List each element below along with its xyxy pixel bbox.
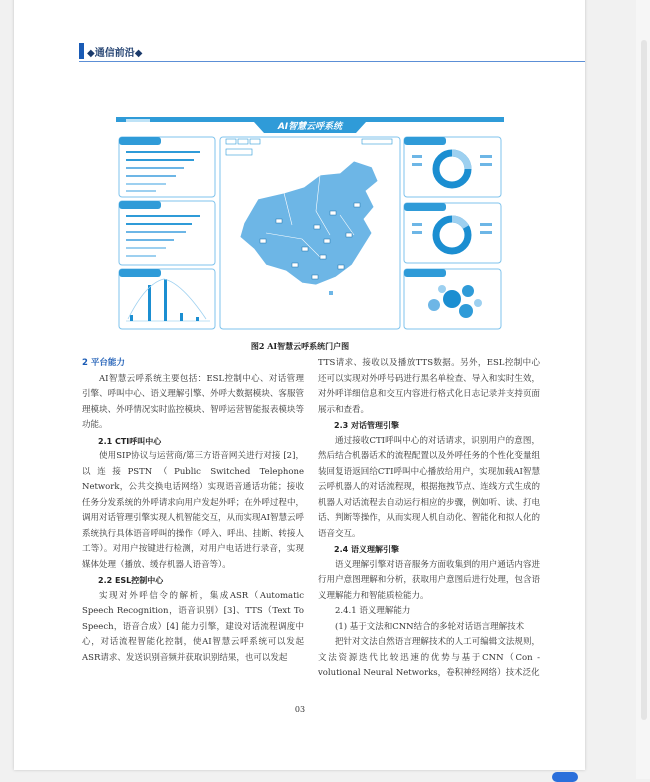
dashboard-figure	[116, 115, 504, 330]
right-panel-2-donut	[404, 203, 501, 263]
paragraph: 通过接收CTI呼叫中心的对话请求，识别用户的意图，然后结合机器话术的流程配置以及外呼任务的个性化变量组装回复语返回给CTI呼叫中心播放给用户，实现加载AI智慧云呼机器人的对话流程现，根据拖拽节点、连线方式生成的机器人对话流程去自动运行相应的步骤，例如听、读、打电话、判断等操作，从而实现人机自动化、智能化和拟人化的语音交互。	[318, 435, 540, 539]
scrollbar-track[interactable]	[636, 0, 650, 779]
left-panel-2	[119, 201, 215, 265]
paragraph: 实现对外呼信令的解析，集成ASR（Automatic Speech Recognition，语音识别）[3]、TTS（Text To Speech，语音合成）[4] 能力引擎，建设对话流程调度中心，对话流程智能化控制，使AI智慧云呼系统可以发起ASR请求、发送识别音频并获取识别结果，也可以发起	[82, 590, 304, 663]
page-number: 03	[294, 705, 306, 714]
section-header	[79, 43, 142, 59]
paragraph-continued: TTS请求、接收以及播放TTS数据。另外，ESL控制中心还可以实现对外呼号码进行黑名单检查、导入和实时生效，对外呼详细信息和交互内容进行格式化日志记录并支持页面展示和查看。	[318, 358, 540, 415]
left-panel-3-barchart	[119, 269, 215, 329]
paragraph: 把针对文法自然语言理解技术的人工可编辑文法规则，文法资源迭代比较迅速的优势与基于CNN（Con - volutional Neural Networks，卷积神经网络）技术泛化	[318, 637, 540, 678]
paragraph: AI智慧云呼系统主要包括：ESL控制中心、对话管理引擎、呼叫中心、语义理解引擎、外呼大数据模块、客服管理模块、外呼情况实时监控模块、智呼运营智能报表模块等功能。	[82, 373, 304, 430]
figure-caption: 图2 AI智慧云呼系统门户图	[250, 341, 350, 351]
left-panel-1	[119, 137, 215, 197]
subsection-heading: 2.3 对话管理引擎	[334, 421, 399, 430]
right-panel-3-bubbles	[404, 269, 501, 329]
paragraph: 语义理解引擎对语音服务方面收集到的用户通话内容进行用户意图理解和分析，获取用户意图后进行处理，包含语义理解能力和智能质检能力。	[318, 559, 540, 601]
section-heading: 2 平台能力	[82, 358, 125, 368]
left-column	[82, 356, 304, 666]
subsubsection-heading: 2.4.1 语义理解能力	[335, 606, 411, 616]
banner-tag	[126, 119, 150, 122]
header-title: ◆通信前沿◆	[87, 47, 143, 59]
subsection-heading: 2.4 语义理解引擎	[334, 545, 399, 554]
scrollbar-thumb[interactable]	[641, 40, 647, 720]
right-column	[318, 356, 540, 682]
page-indicator-pill[interactable]	[552, 772, 578, 782]
paragraph: 使用SIP协议与运营商/第三方语音网关进行对接 [2]，以连接PSTN（Public Switched Telephone Network，公共交换电话网络）实现语音通话功能；接收任务分发系统的外呼请求向用户发起外呼；在外呼过程中，调用对话管理引擎实现人机智能交互，从而实现AI智慧云呼系统执行具体语音呼叫的操作（呼入、呼出、挂断、转接人工等）。对用户按键进行检测，对用户电话进行录音，实现媒体处理（播放、缓存机器人语音等）。	[82, 451, 304, 570]
center-map-panel	[220, 137, 400, 329]
subsection-heading: 2.2 ESL控制中心	[98, 576, 164, 585]
paragraph: (1) 基于文法和CNN结合的多轮对话语言理解技术	[335, 621, 525, 632]
subsection-heading: 2.1 CTI呼叫中心	[98, 436, 162, 446]
header-rule	[79, 61, 585, 62]
header-bar	[79, 43, 84, 59]
banner-title: AI智慧云呼系统	[277, 122, 343, 132]
right-panel-1-donut	[404, 137, 501, 197]
